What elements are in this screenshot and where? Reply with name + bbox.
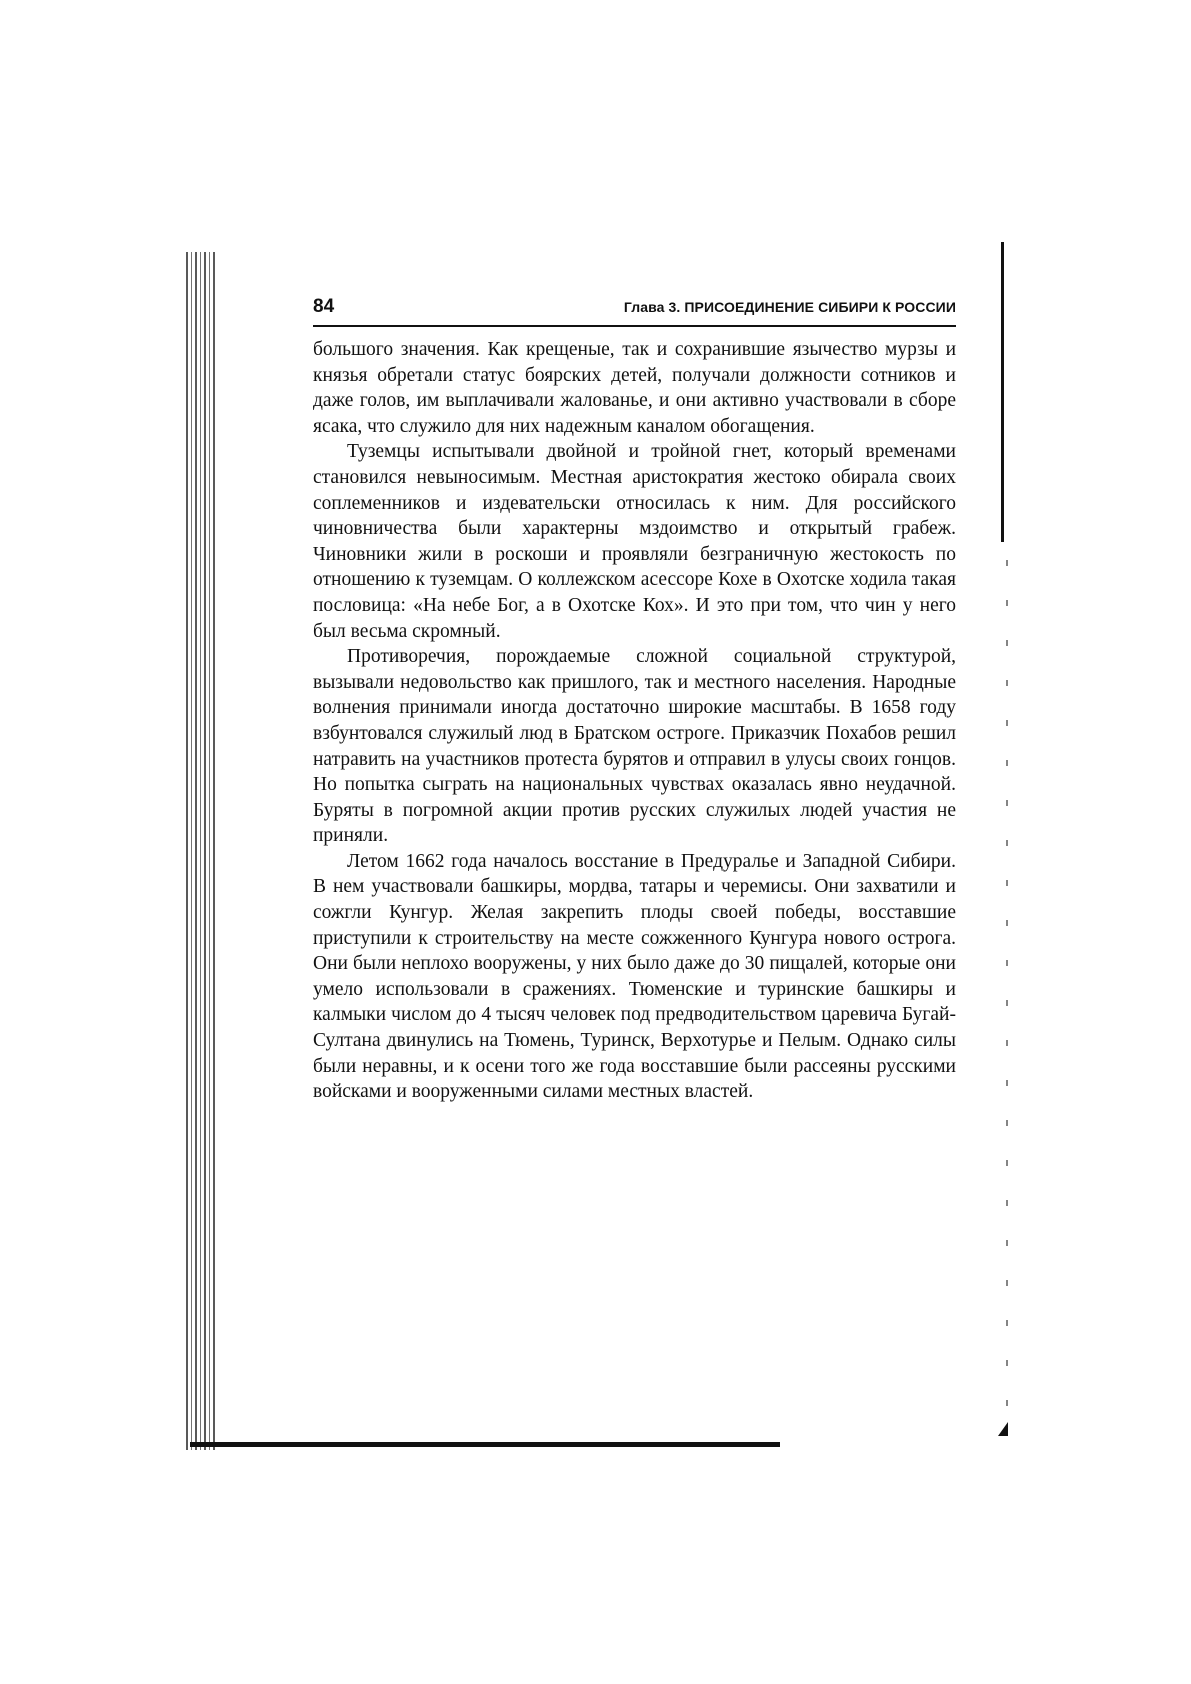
running-header bbox=[313, 296, 956, 327]
paragraph: Туземцы испытывали двойной и тройной гнет, который временами становился невыносимым. Местная аристократия жестоко обирала своих соплеменников и издевательски относилась к ним. Для российского чиновничества были характерны мздоимство и открытый грабеж. Чиновники жили в роскоши и проявляли безграничную жестокость по отношению к туземцам. О коллежском асессоре Кохе в Охотске ходила такая пословица: «На небе Бог, а в Охотске Кох». И это при том, что чин у него был весьма скромный. bbox=[313, 441, 956, 642]
paragraph: Летом 1662 года началось восстание в Предуралье и Западной Сибири. В нем участвовали башкиры, мордва, татары и черемисы. Они захватили и сожгли Кунгур. Желая закрепить плоды своей победы, восставшие приступили к строительству на месте сожженного Кунгура нового острога. Они были неплохо вооружены, у них было даже до 30 пищалей, которые они умело использовали в сражениях. Тюменские и туринские башкиры и калмыки числом до 4 тысяч человек под предводительством царевича Бугай-Султана двинулись на Тюмень, Туринск, Верхотурье и Пелым. Однако силы были неравны, и к осени того же года восставшие были рассеяны русскими войсками и вооруженными силами местных властей. bbox=[313, 850, 956, 1103]
page-number: 84 bbox=[313, 296, 335, 317]
page-right-edge bbox=[1001, 242, 1004, 542]
chapter-title: Глава 3. ПРИСОЕДИНЕНИЕ СИБИРИ К РОССИИ bbox=[623, 299, 956, 315]
book-page bbox=[313, 296, 956, 1105]
paragraph: Противоречия, порождаемые сложной социальной структурой, вызывали недовольство как пришлого, так и местного населения. Народные волнения принимали иногда достаточно широкие масштабы. В 1658 году взбунтовался служилый люд в Братском остроге. Приказчик Похабов решил натравить на участников протеста бурятов и отправил в улусы своих гонцов. Но попытка сыграть на национальных чувствах оказалась явно неудачной. Буряты в погромной акции против русских служилых людей участия не приняли. bbox=[313, 646, 956, 847]
page-bottom-edge bbox=[190, 1442, 780, 1447]
book-spine-shadow bbox=[186, 252, 218, 1450]
scan-noise bbox=[1006, 560, 1008, 1440]
body-text bbox=[313, 337, 956, 1105]
page-corner-mark bbox=[998, 1422, 1008, 1436]
paragraph-continuation: большого значения. Как крещеные, так и сохранившие язычество мурзы и князья обретали статус боярских детей, получали должности сотников и даже голов, им выплачивали жалованье, и они активно участвовали в сборе ясака, что служило для них надежным каналом обогащения. bbox=[313, 339, 956, 437]
